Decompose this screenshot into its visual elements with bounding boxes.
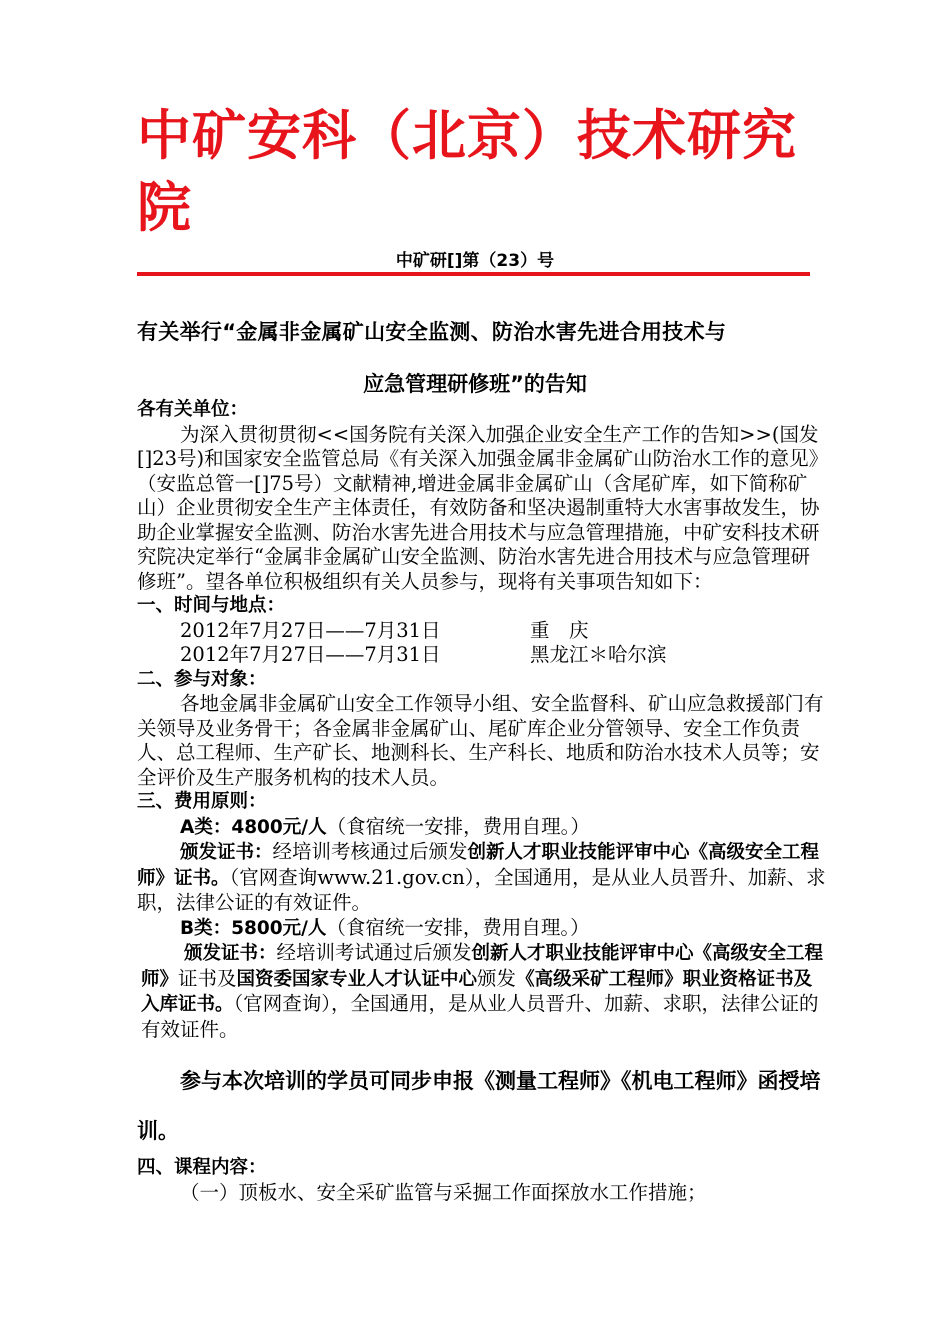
schedule-place: 黑龙江＊哈尔滨 <box>530 643 667 666</box>
schedule-date: 2012年7月27日——7月31日 <box>180 618 441 642</box>
schedule-date: 2012年7月27日——7月31日 <box>180 643 441 666</box>
fee-b-note: （食宿统一安排，费用自理。） <box>326 915 590 939</box>
fee-a-line <box>137 815 827 841</box>
section4-heading: 四、课程内容： <box>137 1157 267 1178</box>
cert-b-center: 国资委国家专业人才认证中心 <box>236 968 478 990</box>
schedule-place: 重 庆 <box>530 618 589 642</box>
organization-title: 中矿安科（北京）技术研究院 <box>137 104 797 239</box>
schedule-row <box>137 643 827 668</box>
section3-heading: 三、费用原则： <box>137 791 267 812</box>
participants-paragraph: 各地金属非金属矿山安全工作领导小组、安全监督科、矿山应急救援部门有关领导及业务骨干；各金属非金属矿山、尾矿库企业分管领导、安全工作负责人、总工程师、生产矿长、地测科长、生产科长、地质和防治水技术人员等；安全评价及生产服务机构的技术人员。 <box>137 692 824 789</box>
course-item: （一）顶板水、安全采矿监管与采掘工作面探放水工作措施； <box>180 1180 707 1204</box>
cert-a-text1: 经培训考核通过后颁发 <box>272 840 468 863</box>
cert-b-text1: 经培训考试通过后颁发 <box>276 941 472 964</box>
cert-a-text2: （官网查询www.21.gov.cn），全国通用，是从业人员晋升、加薪、求职，法律公证的有效证件。 <box>137 865 826 914</box>
cert-b-text4: （官网查询），全国通用，是从业人员晋升、加薪、求职，法律公证的有效证件。 <box>141 992 819 1041</box>
fee-b-label: B类：5800元/人 <box>180 917 327 939</box>
highlight-paragraph: 参与本次培训的学员可同步申报《测量工程师》《机电工程师》函授培训。 <box>137 1069 821 1143</box>
schedule-row <box>137 619 827 644</box>
intro-paragraph: 为深入贯彻贯彻<<国务院有关深入加强企业安全生产工作的告知>>(国发[]23号)和国家安全监管总局《有关深入加强金属非金属矿山防治水工作的意见》（安监总管一[]75号）文献精神,增进金属非金属矿山（含尾矿库，如下简称矿山）企业贯彻安全生产主体责任，有效防备和坚决遏制重特大水害事故发生，协助企业掌握安全监测、防治水害先进合用技术与应急管理措施，中矿安科技术研究院决定举行“金属非金属矿山安全监测、防治水害先进合用技术与应急管理研修班”。望各单位积极组织有关人员参与，现将有关事项告知如下： <box>137 422 820 593</box>
cert-b-label: 颁发证书： <box>184 943 277 964</box>
cert-b-paragraph <box>141 941 827 1042</box>
notice-body <box>137 398 827 1205</box>
notice-title <box>137 306 813 410</box>
notice-title-line2: 应急管理研修班”的告知 <box>363 372 587 396</box>
cert-b-title2: 《高级采矿工程师》职业资格证书及入库证书。 <box>141 968 813 1015</box>
section2-heading: 二、参与对象： <box>137 668 267 690</box>
cert-a-title: 创新人才职业技能评审中心《高级安全工程师》证书。 <box>137 842 820 889</box>
cert-b-title1: 创新人才职业技能评审中心《高级安全工程师》 <box>141 943 824 990</box>
cert-b-text3: 颁发 <box>477 966 517 990</box>
document-number: 中矿研[]第（23）号 <box>395 251 555 271</box>
fee-a-label: A类：4800元/人 <box>180 816 327 838</box>
notice-title-line1: 有关举行“金属非金属矿山安全监测、防治水害先进合用技术与 <box>137 320 727 344</box>
fee-b-line <box>137 916 827 942</box>
cert-b-text2: 证书及 <box>178 966 237 990</box>
salutation: 各有关单位： <box>137 399 249 420</box>
cert-a-paragraph <box>137 840 827 916</box>
section1-heading: 一、时间与地点： <box>137 595 286 616</box>
fee-a-note: （食宿统一安排，费用自理。） <box>326 814 590 838</box>
cert-a-label: 颁发证书： <box>180 842 273 863</box>
red-divider <box>137 272 810 276</box>
